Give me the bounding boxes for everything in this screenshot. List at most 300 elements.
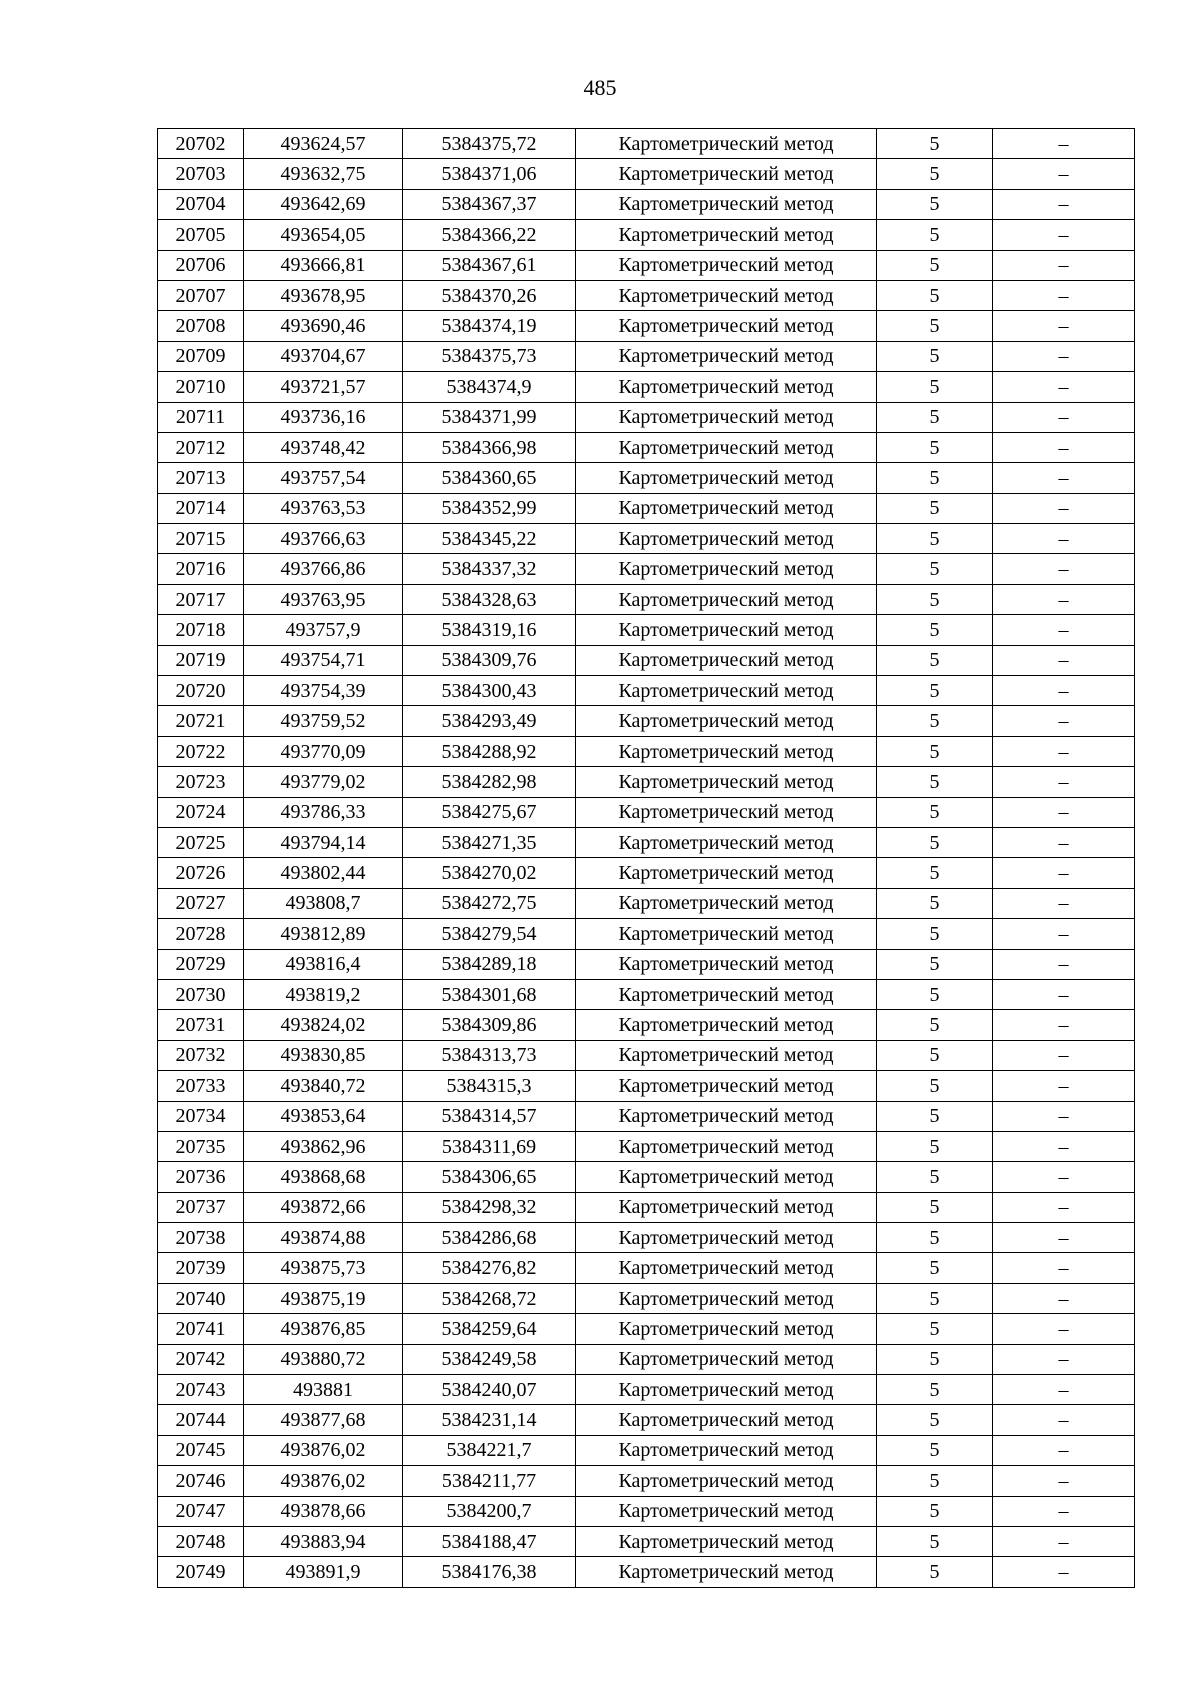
accuracy-cell: 5 xyxy=(877,1375,993,1405)
x-coordinate-cell: 493666,81 xyxy=(244,250,403,280)
accuracy-cell: 5 xyxy=(877,827,993,857)
x-coordinate-cell: 493877,68 xyxy=(244,1405,403,1435)
note-cell: – xyxy=(993,645,1135,675)
method-cell: Картометрический метод xyxy=(576,676,877,706)
y-coordinate-cell: 5384374,9 xyxy=(403,372,576,402)
y-coordinate-cell: 5384375,73 xyxy=(403,341,576,371)
method-cell: Картометрический метод xyxy=(576,372,877,402)
x-coordinate-cell: 493876,85 xyxy=(244,1314,403,1344)
method-cell: Картометрический метод xyxy=(576,1071,877,1101)
x-coordinate-cell: 493757,54 xyxy=(244,463,403,493)
note-cell: – xyxy=(993,341,1135,371)
table-row xyxy=(158,1101,1135,1131)
table-row xyxy=(158,1253,1135,1283)
point-number-cell: 20725 xyxy=(158,827,244,857)
point-number-cell: 20721 xyxy=(158,706,244,736)
y-coordinate-cell: 5384211,77 xyxy=(403,1466,576,1496)
y-coordinate-cell: 5384176,38 xyxy=(403,1557,576,1587)
note-cell: – xyxy=(993,129,1135,159)
note-cell: – xyxy=(993,1375,1135,1405)
note-cell: – xyxy=(993,827,1135,857)
method-cell: Картометрический метод xyxy=(576,1010,877,1040)
accuracy-cell: 5 xyxy=(877,1283,993,1313)
method-cell: Картометрический метод xyxy=(576,1314,877,1344)
x-coordinate-cell: 493883,94 xyxy=(244,1526,403,1556)
x-coordinate-cell: 493891,9 xyxy=(244,1557,403,1587)
method-cell: Картометрический метод xyxy=(576,706,877,736)
x-coordinate-cell: 493878,66 xyxy=(244,1496,403,1526)
point-number-cell: 20709 xyxy=(158,341,244,371)
method-cell: Картометрический метод xyxy=(576,1162,877,1192)
accuracy-cell: 5 xyxy=(877,1435,993,1465)
x-coordinate-cell: 493759,52 xyxy=(244,706,403,736)
accuracy-cell: 5 xyxy=(877,1010,993,1040)
x-coordinate-cell: 493880,72 xyxy=(244,1344,403,1374)
y-coordinate-cell: 5384306,65 xyxy=(403,1162,576,1192)
method-cell: Картометрический метод xyxy=(576,1101,877,1131)
method-cell: Картометрический метод xyxy=(576,1466,877,1496)
x-coordinate-cell: 493757,9 xyxy=(244,615,403,645)
note-cell: – xyxy=(993,1344,1135,1374)
y-coordinate-cell: 5384367,37 xyxy=(403,189,576,219)
accuracy-cell: 5 xyxy=(877,1253,993,1283)
table-row xyxy=(158,858,1135,888)
accuracy-cell: 5 xyxy=(877,767,993,797)
method-cell: Картометрический метод xyxy=(576,189,877,219)
accuracy-cell: 5 xyxy=(877,311,993,341)
accuracy-cell: 5 xyxy=(877,280,993,310)
table-row xyxy=(158,1283,1135,1313)
note-cell: – xyxy=(993,584,1135,614)
method-cell: Картометрический метод xyxy=(576,159,877,189)
note-cell: – xyxy=(993,554,1135,584)
x-coordinate-cell: 493875,73 xyxy=(244,1253,403,1283)
method-cell: Картометрический метод xyxy=(576,1192,877,1222)
point-number-cell: 20717 xyxy=(158,584,244,614)
table-row xyxy=(158,584,1135,614)
x-coordinate-cell: 493786,33 xyxy=(244,797,403,827)
accuracy-cell: 5 xyxy=(877,372,993,402)
table-row xyxy=(158,1375,1135,1405)
page-number: 485 xyxy=(583,75,617,100)
accuracy-cell: 5 xyxy=(877,341,993,371)
table-row xyxy=(158,1010,1135,1040)
point-number-cell: 20712 xyxy=(158,432,244,462)
point-number-cell: 20718 xyxy=(158,615,244,645)
x-coordinate-cell: 493876,02 xyxy=(244,1435,403,1465)
note-cell: – xyxy=(993,1435,1135,1465)
note-cell: – xyxy=(993,1253,1135,1283)
method-cell: Картометрический метод xyxy=(576,797,877,827)
point-number-cell: 20707 xyxy=(158,280,244,310)
accuracy-cell: 5 xyxy=(877,949,993,979)
y-coordinate-cell: 5384360,65 xyxy=(403,463,576,493)
table-row xyxy=(158,280,1135,310)
point-number-cell: 20722 xyxy=(158,736,244,766)
method-cell: Картометрический метод xyxy=(576,1375,877,1405)
note-cell: – xyxy=(993,220,1135,250)
y-coordinate-cell: 5384221,7 xyxy=(403,1435,576,1465)
x-coordinate-cell: 493862,96 xyxy=(244,1131,403,1161)
note-cell: – xyxy=(993,1010,1135,1040)
y-coordinate-cell: 5384293,49 xyxy=(403,706,576,736)
table-row xyxy=(158,676,1135,706)
point-number-cell: 20729 xyxy=(158,949,244,979)
method-cell: Картометрический метод xyxy=(576,949,877,979)
accuracy-cell: 5 xyxy=(877,1162,993,1192)
method-cell: Картометрический метод xyxy=(576,767,877,797)
note-cell: – xyxy=(993,250,1135,280)
table-row xyxy=(158,220,1135,250)
table-row xyxy=(158,1223,1135,1253)
x-coordinate-cell: 493830,85 xyxy=(244,1040,403,1070)
point-number-cell: 20727 xyxy=(158,888,244,918)
y-coordinate-cell: 5384374,19 xyxy=(403,311,576,341)
accuracy-cell: 5 xyxy=(877,676,993,706)
x-coordinate-cell: 493874,88 xyxy=(244,1223,403,1253)
point-number-cell: 20736 xyxy=(158,1162,244,1192)
accuracy-cell: 5 xyxy=(877,250,993,280)
x-coordinate-cell: 493766,63 xyxy=(244,524,403,554)
method-cell: Картометрический метод xyxy=(576,645,877,675)
point-number-cell: 20723 xyxy=(158,767,244,797)
x-coordinate-cell: 493748,42 xyxy=(244,432,403,462)
table-row xyxy=(158,1466,1135,1496)
point-number-cell: 20743 xyxy=(158,1375,244,1405)
y-coordinate-cell: 5384279,54 xyxy=(403,919,576,949)
y-coordinate-cell: 5384231,14 xyxy=(403,1405,576,1435)
method-cell: Картометрический метод xyxy=(576,1435,877,1465)
table-row xyxy=(158,767,1135,797)
note-cell: – xyxy=(993,280,1135,310)
y-coordinate-cell: 5384371,06 xyxy=(403,159,576,189)
x-coordinate-cell: 493754,39 xyxy=(244,676,403,706)
y-coordinate-cell: 5384314,57 xyxy=(403,1101,576,1131)
y-coordinate-cell: 5384311,69 xyxy=(403,1131,576,1161)
x-coordinate-cell: 493654,05 xyxy=(244,220,403,250)
y-coordinate-cell: 5384188,47 xyxy=(403,1526,576,1556)
method-cell: Картометрический метод xyxy=(576,402,877,432)
x-coordinate-cell: 493690,46 xyxy=(244,311,403,341)
point-number-cell: 20746 xyxy=(158,1466,244,1496)
x-coordinate-cell: 493624,57 xyxy=(244,129,403,159)
note-cell: – xyxy=(993,1131,1135,1161)
point-number-cell: 20703 xyxy=(158,159,244,189)
y-coordinate-cell: 5384270,02 xyxy=(403,858,576,888)
note-cell: – xyxy=(993,1192,1135,1222)
note-cell: – xyxy=(993,979,1135,1009)
x-coordinate-cell: 493794,14 xyxy=(244,827,403,857)
note-cell: – xyxy=(993,858,1135,888)
note-cell: – xyxy=(993,615,1135,645)
point-number-cell: 20713 xyxy=(158,463,244,493)
x-coordinate-cell: 493802,44 xyxy=(244,858,403,888)
point-number-cell: 20742 xyxy=(158,1344,244,1374)
x-coordinate-cell: 493872,66 xyxy=(244,1192,403,1222)
y-coordinate-cell: 5384276,82 xyxy=(403,1253,576,1283)
note-cell: – xyxy=(993,432,1135,462)
accuracy-cell: 5 xyxy=(877,1526,993,1556)
method-cell: Картометрический метод xyxy=(576,858,877,888)
method-cell: Картометрический метод xyxy=(576,280,877,310)
x-coordinate-cell: 493812,89 xyxy=(244,919,403,949)
x-coordinate-cell: 493876,02 xyxy=(244,1466,403,1496)
x-coordinate-cell: 493763,53 xyxy=(244,493,403,523)
method-cell: Картометрический метод xyxy=(576,1131,877,1161)
point-number-cell: 20724 xyxy=(158,797,244,827)
table-row xyxy=(158,1435,1135,1465)
accuracy-cell: 5 xyxy=(877,1466,993,1496)
x-coordinate-cell: 493721,57 xyxy=(244,372,403,402)
coordinates-table xyxy=(157,128,1135,1588)
y-coordinate-cell: 5384309,86 xyxy=(403,1010,576,1040)
accuracy-cell: 5 xyxy=(877,584,993,614)
note-cell: – xyxy=(993,1405,1135,1435)
y-coordinate-cell: 5384328,63 xyxy=(403,584,576,614)
point-number-cell: 20704 xyxy=(158,189,244,219)
x-coordinate-cell: 493840,72 xyxy=(244,1071,403,1101)
y-coordinate-cell: 5384298,32 xyxy=(403,1192,576,1222)
point-number-cell: 20720 xyxy=(158,676,244,706)
y-coordinate-cell: 5384366,22 xyxy=(403,220,576,250)
point-number-cell: 20714 xyxy=(158,493,244,523)
table-row xyxy=(158,311,1135,341)
note-cell: – xyxy=(993,888,1135,918)
y-coordinate-cell: 5384275,67 xyxy=(403,797,576,827)
point-number-cell: 20706 xyxy=(158,250,244,280)
point-number-cell: 20705 xyxy=(158,220,244,250)
table-row xyxy=(158,615,1135,645)
note-cell: – xyxy=(993,1557,1135,1587)
method-cell: Картометрический метод xyxy=(576,341,877,371)
table-row xyxy=(158,645,1135,675)
accuracy-cell: 5 xyxy=(877,1101,993,1131)
point-number-cell: 20726 xyxy=(158,858,244,888)
y-coordinate-cell: 5384301,68 xyxy=(403,979,576,1009)
accuracy-cell: 5 xyxy=(877,1071,993,1101)
y-coordinate-cell: 5384366,98 xyxy=(403,432,576,462)
table-body xyxy=(158,129,1135,1588)
table-row xyxy=(158,1496,1135,1526)
note-cell: – xyxy=(993,1314,1135,1344)
y-coordinate-cell: 5384352,99 xyxy=(403,493,576,523)
y-coordinate-cell: 5384300,43 xyxy=(403,676,576,706)
y-coordinate-cell: 5384240,07 xyxy=(403,1375,576,1405)
table-row xyxy=(158,1344,1135,1374)
y-coordinate-cell: 5384249,58 xyxy=(403,1344,576,1374)
accuracy-cell: 5 xyxy=(877,645,993,675)
x-coordinate-cell: 493779,02 xyxy=(244,767,403,797)
accuracy-cell: 5 xyxy=(877,554,993,584)
method-cell: Картометрический метод xyxy=(576,1496,877,1526)
x-coordinate-cell: 493853,64 xyxy=(244,1101,403,1131)
point-number-cell: 20735 xyxy=(158,1131,244,1161)
point-number-cell: 20737 xyxy=(158,1192,244,1222)
table-row xyxy=(158,1071,1135,1101)
method-cell: Картометрический метод xyxy=(576,463,877,493)
x-coordinate-cell: 493763,95 xyxy=(244,584,403,614)
table-row xyxy=(158,1162,1135,1192)
x-coordinate-cell: 493881 xyxy=(244,1375,403,1405)
accuracy-cell: 5 xyxy=(877,189,993,219)
table-row xyxy=(158,250,1135,280)
note-cell: – xyxy=(993,1283,1135,1313)
accuracy-cell: 5 xyxy=(877,1192,993,1222)
accuracy-cell: 5 xyxy=(877,493,993,523)
accuracy-cell: 5 xyxy=(877,1557,993,1587)
accuracy-cell: 5 xyxy=(877,1040,993,1070)
y-coordinate-cell: 5384309,76 xyxy=(403,645,576,675)
y-coordinate-cell: 5384286,68 xyxy=(403,1223,576,1253)
accuracy-cell: 5 xyxy=(877,858,993,888)
method-cell: Картометрический метод xyxy=(576,1557,877,1587)
table-row xyxy=(158,402,1135,432)
note-cell: – xyxy=(993,372,1135,402)
note-cell: – xyxy=(993,919,1135,949)
x-coordinate-cell: 493704,67 xyxy=(244,341,403,371)
point-number-cell: 20710 xyxy=(158,372,244,402)
method-cell: Картометрический метод xyxy=(576,736,877,766)
x-coordinate-cell: 493770,09 xyxy=(244,736,403,766)
method-cell: Картометрический метод xyxy=(576,250,877,280)
method-cell: Картометрический метод xyxy=(576,1283,877,1313)
point-number-cell: 20728 xyxy=(158,919,244,949)
accuracy-cell: 5 xyxy=(877,1344,993,1374)
x-coordinate-cell: 493824,02 xyxy=(244,1010,403,1040)
x-coordinate-cell: 493632,75 xyxy=(244,159,403,189)
point-number-cell: 20740 xyxy=(158,1283,244,1313)
point-number-cell: 20739 xyxy=(158,1253,244,1283)
method-cell: Картометрический метод xyxy=(576,1405,877,1435)
point-number-cell: 20749 xyxy=(158,1557,244,1587)
x-coordinate-cell: 493816,4 xyxy=(244,949,403,979)
note-cell: – xyxy=(993,311,1135,341)
note-cell: – xyxy=(993,524,1135,554)
table-row xyxy=(158,888,1135,918)
x-coordinate-cell: 493875,19 xyxy=(244,1283,403,1313)
point-number-cell: 20734 xyxy=(158,1101,244,1131)
table-row xyxy=(158,706,1135,736)
point-number-cell: 20708 xyxy=(158,311,244,341)
note-cell: – xyxy=(993,463,1135,493)
accuracy-cell: 5 xyxy=(877,888,993,918)
table-row xyxy=(158,736,1135,766)
table-row xyxy=(158,979,1135,1009)
accuracy-cell: 5 xyxy=(877,797,993,827)
table-row xyxy=(158,827,1135,857)
table-row xyxy=(158,159,1135,189)
accuracy-cell: 5 xyxy=(877,1131,993,1161)
x-coordinate-cell: 493766,86 xyxy=(244,554,403,584)
y-coordinate-cell: 5384282,98 xyxy=(403,767,576,797)
y-coordinate-cell: 5384271,35 xyxy=(403,827,576,857)
x-coordinate-cell: 493678,95 xyxy=(244,280,403,310)
table-row xyxy=(158,189,1135,219)
note-cell: – xyxy=(993,1526,1135,1556)
y-coordinate-cell: 5384370,26 xyxy=(403,280,576,310)
method-cell: Картометрический метод xyxy=(576,311,877,341)
method-cell: Картометрический метод xyxy=(576,615,877,645)
accuracy-cell: 5 xyxy=(877,706,993,736)
note-cell: – xyxy=(993,767,1135,797)
x-coordinate-cell: 493642,69 xyxy=(244,189,403,219)
accuracy-cell: 5 xyxy=(877,1496,993,1526)
y-coordinate-cell: 5384337,32 xyxy=(403,554,576,584)
point-number-cell: 20748 xyxy=(158,1526,244,1556)
table-row xyxy=(158,1314,1135,1344)
x-coordinate-cell: 493736,16 xyxy=(244,402,403,432)
table-row xyxy=(158,372,1135,402)
method-cell: Картометрический метод xyxy=(576,554,877,584)
accuracy-cell: 5 xyxy=(877,129,993,159)
note-cell: – xyxy=(993,1496,1135,1526)
y-coordinate-cell: 5384313,73 xyxy=(403,1040,576,1070)
point-number-cell: 20719 xyxy=(158,645,244,675)
note-cell: – xyxy=(993,1162,1135,1192)
method-cell: Картометрический метод xyxy=(576,979,877,1009)
method-cell: Картометрический метод xyxy=(576,919,877,949)
note-cell: – xyxy=(993,1040,1135,1070)
accuracy-cell: 5 xyxy=(877,159,993,189)
note-cell: – xyxy=(993,1071,1135,1101)
accuracy-cell: 5 xyxy=(877,220,993,250)
y-coordinate-cell: 5384200,7 xyxy=(403,1496,576,1526)
y-coordinate-cell: 5384375,72 xyxy=(403,129,576,159)
accuracy-cell: 5 xyxy=(877,402,993,432)
table-row xyxy=(158,524,1135,554)
y-coordinate-cell: 5384288,92 xyxy=(403,736,576,766)
note-cell: – xyxy=(993,1466,1135,1496)
y-coordinate-cell: 5384315,3 xyxy=(403,1071,576,1101)
accuracy-cell: 5 xyxy=(877,736,993,766)
accuracy-cell: 5 xyxy=(877,979,993,1009)
point-number-cell: 20747 xyxy=(158,1496,244,1526)
note-cell: – xyxy=(993,676,1135,706)
point-number-cell: 20711 xyxy=(158,402,244,432)
note-cell: – xyxy=(993,736,1135,766)
point-number-cell: 20741 xyxy=(158,1314,244,1344)
table-row xyxy=(158,432,1135,462)
method-cell: Картометрический метод xyxy=(576,129,877,159)
accuracy-cell: 5 xyxy=(877,1405,993,1435)
method-cell: Картометрический метод xyxy=(576,493,877,523)
method-cell: Картометрический метод xyxy=(576,524,877,554)
method-cell: Картометрический метод xyxy=(576,827,877,857)
table-row xyxy=(158,1192,1135,1222)
method-cell: Картометрический метод xyxy=(576,1040,877,1070)
table-row xyxy=(158,797,1135,827)
table-row xyxy=(158,463,1135,493)
method-cell: Картометрический метод xyxy=(576,584,877,614)
point-number-cell: 20733 xyxy=(158,1071,244,1101)
y-coordinate-cell: 5384371,99 xyxy=(403,402,576,432)
method-cell: Картометрический метод xyxy=(576,1344,877,1374)
note-cell: – xyxy=(993,493,1135,523)
method-cell: Картометрический метод xyxy=(576,1526,877,1556)
method-cell: Картометрический метод xyxy=(576,1223,877,1253)
table-row xyxy=(158,949,1135,979)
note-cell: – xyxy=(993,189,1135,219)
y-coordinate-cell: 5384272,75 xyxy=(403,888,576,918)
point-number-cell: 20715 xyxy=(158,524,244,554)
accuracy-cell: 5 xyxy=(877,463,993,493)
table-row xyxy=(158,1405,1135,1435)
table-row xyxy=(158,493,1135,523)
y-coordinate-cell: 5384367,61 xyxy=(403,250,576,280)
method-cell: Картометрический метод xyxy=(576,1253,877,1283)
point-number-cell: 20731 xyxy=(158,1010,244,1040)
table-row xyxy=(158,1040,1135,1070)
